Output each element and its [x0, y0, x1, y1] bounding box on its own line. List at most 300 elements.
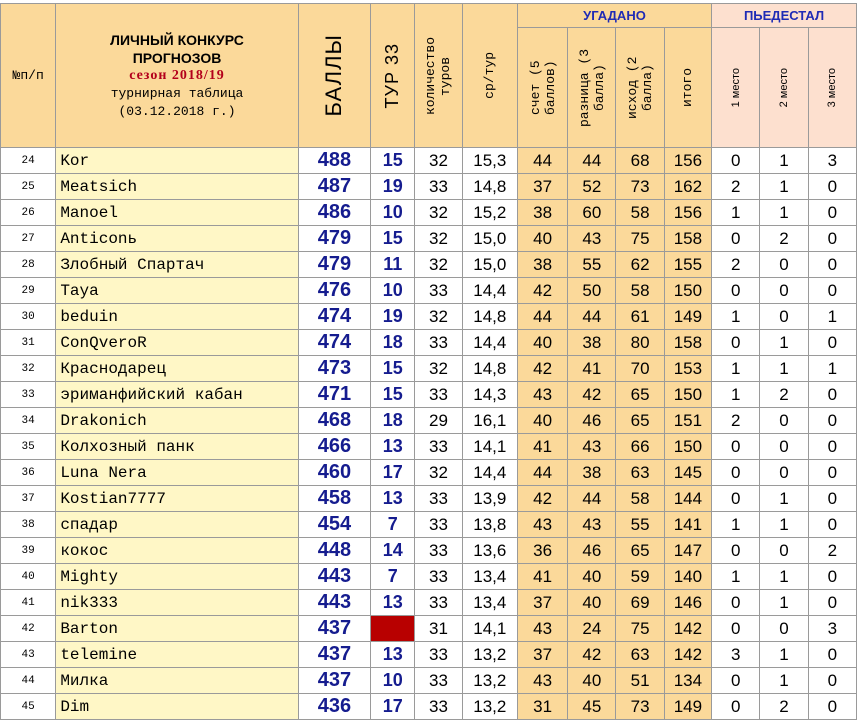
participant-name: Злобный Спартач	[56, 252, 298, 278]
header-total: итого	[664, 28, 711, 148]
points-cell: 454	[298, 512, 370, 538]
guessed-diff-cell: 52	[568, 174, 616, 200]
avg-cell: 14,8	[462, 304, 517, 330]
place2-cell: 0	[760, 538, 808, 564]
points-cell: 458	[298, 486, 370, 512]
tour-cell: 14	[371, 538, 415, 564]
guessed-outcome-cell: 66	[616, 434, 664, 460]
place1-cell: 0	[712, 226, 760, 252]
guessed-total-cell: 156	[664, 148, 711, 174]
points-cell: 474	[298, 330, 370, 356]
tours-count-cell: 29	[415, 408, 462, 434]
table-row	[1, 434, 857, 460]
participant-name: Mighty	[56, 564, 298, 590]
place1-cell: 0	[712, 668, 760, 694]
place1-cell: 0	[712, 460, 760, 486]
place3-cell: 0	[808, 694, 856, 720]
avg-cell: 13,6	[462, 538, 517, 564]
guessed-outcome-cell: 73	[616, 694, 664, 720]
row-number: 24	[1, 148, 56, 174]
place1-cell: 1	[712, 356, 760, 382]
podium-group-title: ПЬЕДЕСТАЛ	[712, 4, 857, 28]
header-score: счет (5 баллов)	[517, 28, 567, 148]
place1-cell: 2	[712, 174, 760, 200]
place1-cell: 0	[712, 590, 760, 616]
table-row	[1, 304, 857, 330]
table-row	[1, 590, 857, 616]
place2-cell: 1	[760, 486, 808, 512]
participant-name: Dim	[56, 694, 298, 720]
place2-cell: 1	[760, 330, 808, 356]
participant-name: beduin	[56, 304, 298, 330]
place2-cell: 0	[760, 278, 808, 304]
tour-cell: 13	[371, 486, 415, 512]
standings-table	[0, 3, 857, 720]
guessed-score-cell: 38	[517, 200, 567, 226]
guessed-outcome-cell: 62	[616, 252, 664, 278]
guessed-outcome-cell: 51	[616, 668, 664, 694]
tours-count-cell: 33	[415, 278, 462, 304]
guessed-total-cell: 153	[664, 356, 711, 382]
row-number: 28	[1, 252, 56, 278]
row-number: 42	[1, 616, 56, 642]
tour-cell: 19	[371, 174, 415, 200]
guessed-diff-cell: 42	[568, 642, 616, 668]
guessed-diff-cell: 44	[568, 148, 616, 174]
guessed-score-cell: 42	[517, 486, 567, 512]
guessed-outcome-cell: 59	[616, 564, 664, 590]
points-cell: 487	[298, 174, 370, 200]
participant-name: кокос	[56, 538, 298, 564]
place3-cell: 0	[808, 382, 856, 408]
avg-cell: 14,4	[462, 460, 517, 486]
guessed-diff-cell: 44	[568, 486, 616, 512]
avg-cell: 14,8	[462, 174, 517, 200]
guessed-score-cell: 38	[517, 252, 567, 278]
avg-cell: 14,4	[462, 278, 517, 304]
row-number: 40	[1, 564, 56, 590]
place2-cell: 2	[760, 694, 808, 720]
avg-cell: 13,2	[462, 694, 517, 720]
place1-cell: 0	[712, 694, 760, 720]
tour-cell: 19	[371, 304, 415, 330]
avg-cell: 13,9	[462, 486, 517, 512]
place3-cell: 0	[808, 408, 856, 434]
avg-cell: 13,8	[462, 512, 517, 538]
tour-cell: 7	[371, 512, 415, 538]
guessed-diff-cell: 43	[568, 226, 616, 252]
row-number: 26	[1, 200, 56, 226]
place1-cell: 2	[712, 252, 760, 278]
place1-cell: 0	[712, 486, 760, 512]
tours-count-cell: 33	[415, 434, 462, 460]
table-row	[1, 408, 857, 434]
participant-name: спадар	[56, 512, 298, 538]
participant-name: ConQveroR	[56, 330, 298, 356]
avg-cell: 14,4	[462, 330, 517, 356]
tour-cell: 15	[371, 226, 415, 252]
guessed-diff-cell: 46	[568, 408, 616, 434]
tour-cell: 10	[371, 200, 415, 226]
guessed-score-cell: 40	[517, 226, 567, 252]
place3-cell: 0	[808, 668, 856, 694]
place2-cell: 1	[760, 512, 808, 538]
guessed-outcome-cell: 63	[616, 460, 664, 486]
participant-name: Manoel	[56, 200, 298, 226]
guessed-score-cell: 43	[517, 668, 567, 694]
tours-count-cell: 33	[415, 564, 462, 590]
guessed-total-cell: 151	[664, 408, 711, 434]
avg-cell: 14,3	[462, 382, 517, 408]
guessed-total-cell: 147	[664, 538, 711, 564]
place1-cell: 1	[712, 564, 760, 590]
place1-cell: 0	[712, 538, 760, 564]
avg-cell: 14,1	[462, 616, 517, 642]
participant-name: Barton	[56, 616, 298, 642]
avg-cell: 15,2	[462, 200, 517, 226]
guessed-score-cell: 40	[517, 330, 567, 356]
place1-cell: 1	[712, 512, 760, 538]
guessed-total-cell: 145	[664, 460, 711, 486]
guessed-outcome-cell: 58	[616, 486, 664, 512]
guessed-outcome-cell: 73	[616, 174, 664, 200]
tours-count-cell: 32	[415, 200, 462, 226]
header-num: №п/п	[1, 4, 56, 148]
guessed-diff-cell: 24	[568, 616, 616, 642]
tour-cell: 15	[371, 148, 415, 174]
place2-cell: 1	[760, 200, 808, 226]
place3-cell: 0	[808, 486, 856, 512]
title-line1: ЛИЧНЫЙ КОНКУРС	[110, 31, 244, 48]
guessed-diff-cell: 45	[568, 694, 616, 720]
guessed-total-cell: 155	[664, 252, 711, 278]
guessed-diff-cell: 40	[568, 564, 616, 590]
guessed-total-cell: 149	[664, 694, 711, 720]
tours-count-cell: 33	[415, 486, 462, 512]
guessed-diff-cell: 41	[568, 356, 616, 382]
tours-count-cell: 33	[415, 642, 462, 668]
row-number: 44	[1, 668, 56, 694]
avg-cell: 14,8	[462, 356, 517, 382]
guessed-score-cell: 37	[517, 590, 567, 616]
guessed-diff-cell: 60	[568, 200, 616, 226]
place1-cell: 1	[712, 200, 760, 226]
guessed-total-cell: 162	[664, 174, 711, 200]
table-row	[1, 512, 857, 538]
place2-cell: 2	[760, 382, 808, 408]
guessed-diff-cell: 38	[568, 460, 616, 486]
row-number: 45	[1, 694, 56, 720]
guessed-total-cell: 158	[664, 330, 711, 356]
tours-count-cell: 32	[415, 304, 462, 330]
row-number: 38	[1, 512, 56, 538]
header-tours-count: количество туров	[415, 4, 462, 148]
guessed-outcome-cell: 61	[616, 304, 664, 330]
avg-cell: 13,2	[462, 642, 517, 668]
table-row	[1, 278, 857, 304]
table-row	[1, 616, 857, 642]
guessed-outcome-cell: 65	[616, 382, 664, 408]
place2-cell: 0	[760, 408, 808, 434]
place2-cell: 1	[760, 642, 808, 668]
tour-cell: 13	[371, 642, 415, 668]
place1-cell: 0	[712, 148, 760, 174]
standings-rows	[1, 148, 857, 720]
header-outcome: исход (2 балла)	[616, 28, 664, 148]
place3-cell: 0	[808, 200, 856, 226]
guessed-total-cell: 150	[664, 434, 711, 460]
place1-cell: 1	[712, 304, 760, 330]
guessed-score-cell: 43	[517, 382, 567, 408]
place3-cell: 0	[808, 330, 856, 356]
participant-name: Luna Nera	[56, 460, 298, 486]
participant-name: Милка	[56, 668, 298, 694]
header-balls: БАЛЛЫ	[298, 4, 370, 148]
place3-cell: 0	[808, 512, 856, 538]
participant-name: nik333	[56, 590, 298, 616]
place2-cell: 1	[760, 590, 808, 616]
place3-cell: 1	[808, 304, 856, 330]
participant-name: Taya	[56, 278, 298, 304]
guessed-total-cell: 134	[664, 668, 711, 694]
points-cell: 473	[298, 356, 370, 382]
guessed-outcome-cell: 65	[616, 408, 664, 434]
title-line2: ПРОГНОЗОВ	[132, 49, 222, 66]
points-cell: 466	[298, 434, 370, 460]
avg-cell: 16,1	[462, 408, 517, 434]
place2-cell: 1	[760, 148, 808, 174]
table-row	[1, 382, 857, 408]
guessed-outcome-cell: 58	[616, 278, 664, 304]
guessed-total-cell: 158	[664, 226, 711, 252]
place3-cell: 0	[808, 174, 856, 200]
tours-count-cell: 32	[415, 356, 462, 382]
guessed-outcome-cell: 63	[616, 642, 664, 668]
place2-cell: 0	[760, 434, 808, 460]
guessed-outcome-cell: 80	[616, 330, 664, 356]
table-row	[1, 486, 857, 512]
tours-count-cell: 33	[415, 382, 462, 408]
guessed-score-cell: 31	[517, 694, 567, 720]
points-cell: 471	[298, 382, 370, 408]
guessed-score-cell: 43	[517, 616, 567, 642]
place3-cell: 0	[808, 564, 856, 590]
tours-count-cell: 31	[415, 616, 462, 642]
tour-cell: 18	[371, 330, 415, 356]
guessed-diff-cell: 44	[568, 304, 616, 330]
guessed-score-cell: 41	[517, 564, 567, 590]
row-number: 41	[1, 590, 56, 616]
participant-name: Kostian7777	[56, 486, 298, 512]
place2-cell: 0	[760, 616, 808, 642]
guessed-score-cell: 36	[517, 538, 567, 564]
guessed-total-cell: 150	[664, 278, 711, 304]
place3-cell: 0	[808, 590, 856, 616]
participant-name: Kor	[56, 148, 298, 174]
place1-cell: 0	[712, 330, 760, 356]
table-row	[1, 694, 857, 720]
guessed-total-cell: 142	[664, 616, 711, 642]
participant-name: Drakonich	[56, 408, 298, 434]
row-number: 29	[1, 278, 56, 304]
place2-cell: 1	[760, 668, 808, 694]
row-number: 30	[1, 304, 56, 330]
place1-cell: 1	[712, 382, 760, 408]
guessed-outcome-cell: 69	[616, 590, 664, 616]
points-cell: 437	[298, 642, 370, 668]
header-place2: 2 место	[760, 28, 808, 148]
tours-count-cell: 32	[415, 148, 462, 174]
place2-cell: 1	[760, 564, 808, 590]
place2-cell: 1	[760, 174, 808, 200]
points-cell: 443	[298, 564, 370, 590]
participant-name: Колхозный панк	[56, 434, 298, 460]
subtitle: турнирная таблица	[110, 85, 244, 101]
tour-cell	[371, 616, 415, 642]
guessed-total-cell: 140	[664, 564, 711, 590]
tours-count-cell: 32	[415, 460, 462, 486]
place2-cell: 0	[760, 252, 808, 278]
header-place1: 1 место	[712, 28, 760, 148]
tours-count-cell: 33	[415, 174, 462, 200]
points-cell: 437	[298, 616, 370, 642]
tour-cell: 17	[371, 460, 415, 486]
points-cell: 479	[298, 226, 370, 252]
row-number: 31	[1, 330, 56, 356]
points-cell: 436	[298, 694, 370, 720]
row-number: 35	[1, 434, 56, 460]
table-row	[1, 252, 857, 278]
tours-count-cell: 33	[415, 538, 462, 564]
row-number: 39	[1, 538, 56, 564]
points-cell: 437	[298, 668, 370, 694]
guessed-score-cell: 40	[517, 408, 567, 434]
avg-cell: 14,1	[462, 434, 517, 460]
points-cell: 488	[298, 148, 370, 174]
tour-cell: 11	[371, 252, 415, 278]
guessed-diff-cell: 43	[568, 434, 616, 460]
guessed-outcome-cell: 68	[616, 148, 664, 174]
place1-cell: 0	[712, 278, 760, 304]
avg-cell: 13,4	[462, 564, 517, 590]
guessed-score-cell: 37	[517, 642, 567, 668]
tour-cell: 7	[371, 564, 415, 590]
guessed-total-cell: 144	[664, 486, 711, 512]
guessed-diff-cell: 43	[568, 512, 616, 538]
tours-count-cell: 32	[415, 252, 462, 278]
place1-cell: 3	[712, 642, 760, 668]
points-cell: 474	[298, 304, 370, 330]
guessed-score-cell: 43	[517, 512, 567, 538]
points-cell: 443	[298, 590, 370, 616]
guessed-total-cell: 156	[664, 200, 711, 226]
points-cell: 486	[298, 200, 370, 226]
place1-cell: 2	[712, 408, 760, 434]
row-number: 27	[1, 226, 56, 252]
points-cell: 476	[298, 278, 370, 304]
guessed-score-cell: 41	[517, 434, 567, 460]
table-row	[1, 564, 857, 590]
header-place3: 3 место	[808, 28, 856, 148]
table-row	[1, 330, 857, 356]
guessed-outcome-cell: 65	[616, 538, 664, 564]
place3-cell: 2	[808, 538, 856, 564]
row-number: 33	[1, 382, 56, 408]
guessed-total-cell: 150	[664, 382, 711, 408]
row-number: 25	[1, 174, 56, 200]
tour-cell: 13	[371, 590, 415, 616]
points-cell: 468	[298, 408, 370, 434]
table-row	[1, 226, 857, 252]
guessed-score-cell: 44	[517, 460, 567, 486]
place3-cell: 0	[808, 252, 856, 278]
place3-cell: 0	[808, 278, 856, 304]
tours-count-cell: 33	[415, 512, 462, 538]
avg-cell: 15,3	[462, 148, 517, 174]
guessed-diff-cell: 55	[568, 252, 616, 278]
row-number: 43	[1, 642, 56, 668]
guessed-diff-cell: 42	[568, 382, 616, 408]
place3-cell: 3	[808, 616, 856, 642]
guessed-diff-cell: 40	[568, 668, 616, 694]
avg-cell: 13,2	[462, 668, 517, 694]
table-row	[1, 538, 857, 564]
guessed-total-cell: 142	[664, 642, 711, 668]
avg-cell: 15,0	[462, 252, 517, 278]
tour-cell: 15	[371, 382, 415, 408]
guessed-score-cell: 44	[517, 304, 567, 330]
place2-cell: 2	[760, 226, 808, 252]
place1-cell: 0	[712, 616, 760, 642]
points-cell: 479	[298, 252, 370, 278]
guessed-score-cell: 44	[517, 148, 567, 174]
participant-name: эриманфийский кабан	[56, 382, 298, 408]
header-tour: ТУР 33	[371, 4, 415, 148]
header-title	[56, 4, 298, 148]
place3-cell: 1	[808, 356, 856, 382]
tours-count-cell: 32	[415, 226, 462, 252]
row-number: 32	[1, 356, 56, 382]
guessed-diff-cell: 46	[568, 538, 616, 564]
row-number: 34	[1, 408, 56, 434]
guessed-score-cell: 37	[517, 174, 567, 200]
table-row	[1, 174, 857, 200]
header-avg: ср/тур	[462, 4, 517, 148]
participant-name: Meatsich	[56, 174, 298, 200]
place3-cell: 0	[808, 226, 856, 252]
guessed-total-cell: 146	[664, 590, 711, 616]
guessed-diff-cell: 50	[568, 278, 616, 304]
points-cell: 448	[298, 538, 370, 564]
guessed-score-cell: 42	[517, 278, 567, 304]
row-number: 37	[1, 486, 56, 512]
points-cell: 460	[298, 460, 370, 486]
table-row	[1, 148, 857, 174]
place3-cell: 0	[808, 460, 856, 486]
tour-cell: 15	[371, 356, 415, 382]
avg-cell: 15,0	[462, 226, 517, 252]
participant-name: telemine	[56, 642, 298, 668]
guessed-total-cell: 149	[664, 304, 711, 330]
place3-cell: 3	[808, 148, 856, 174]
table-row	[1, 356, 857, 382]
guessed-total-cell: 141	[664, 512, 711, 538]
guessed-outcome-cell: 58	[616, 200, 664, 226]
header-diff: разница (3 балла)	[568, 28, 616, 148]
place3-cell: 0	[808, 434, 856, 460]
participant-name: Anticonь	[56, 226, 298, 252]
table-row	[1, 460, 857, 486]
